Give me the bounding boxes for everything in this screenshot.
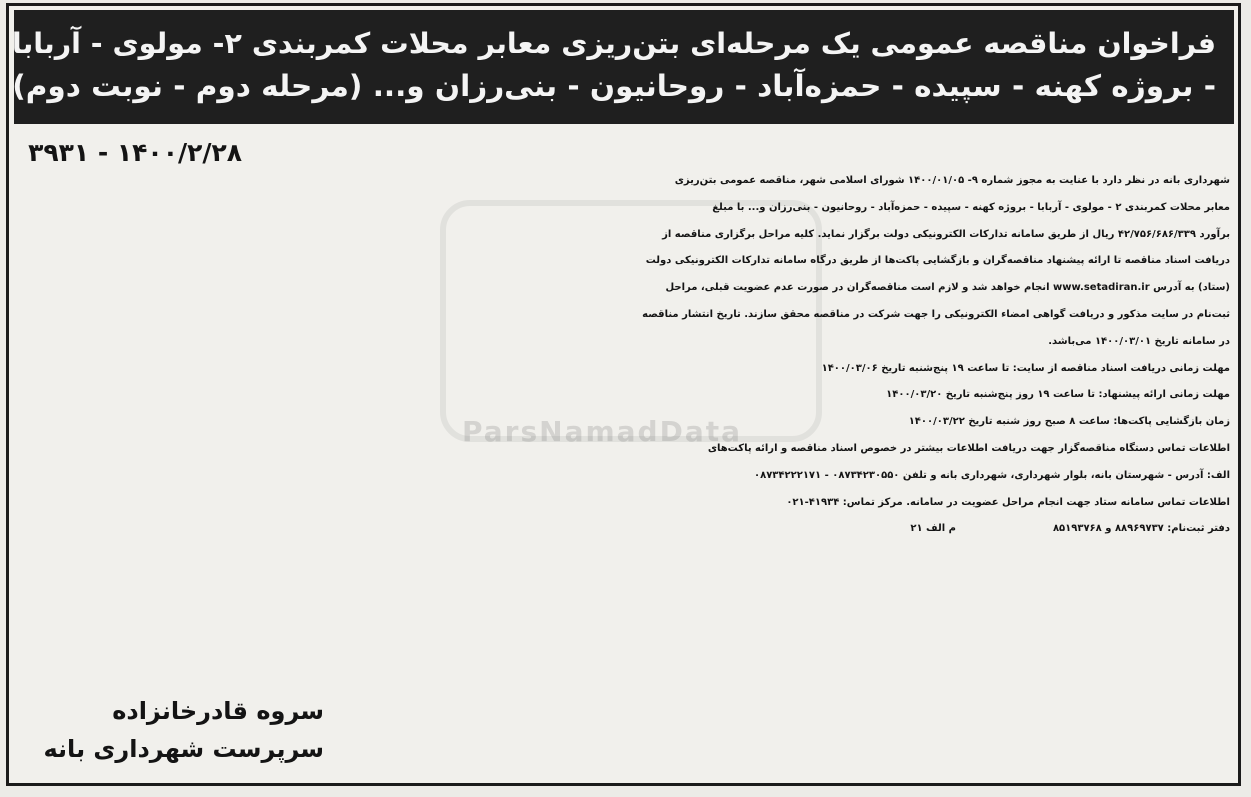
body-line: ثبت‌نام در سایت مذکور و دریافت گواهی امضاء الکترونیکی را جهت شرکت در مناقصه محقق سازند. تاریخ انتشار مناقصه (642, 308, 1230, 320)
title-line-1: فراخوان مناقصه عمومی یک مرحله‌ای بتن‌ریزی معابر محلات کمربندی ۲- مولوی - آربابا (11, 27, 1216, 60)
deadline-documents: مهلت زمانی دریافت اسناد مناقصه از سایت: تا ساعت ۱۹ پنج‌شنبه تاریخ ۱۴۰۰/۰۳/۰۶ (821, 362, 1230, 374)
address-phone: الف: آدرس - شهرستان بانه، بلوار شهرداری، شهرداری بانه و تلفن ۰۸۷۳۴۲۳۰۵۵۰ - ۰۸۷۳۴۲۲۲۱۷۱ (754, 469, 1230, 481)
notice-body (20, 168, 1230, 543)
body-line: شهرداری بانه در نظر دارد با عنایت به مجوز شماره ۹- ۱۴۰۰/۰۱/۰۵ شورای اسلامی شهر، مناقصه عمومی بتن‌ریزی (674, 175, 1230, 186)
body-line: معابر محلات کمربندی ۲ - مولوی - آربابا - بروژه کهنه - سپیده - حمزه‌آباد - روحانیون - بنی‌رزان و... با مبلغ (712, 201, 1230, 213)
url-suffix-text: انجام خواهد شد و لازم است مناقصه‌گران در صورت عدم عضویت قبلی، مراحل (665, 282, 1050, 294)
notice-code: م الف ۲۱ (910, 523, 956, 535)
opening-time: زمان بازگشایی پاکت‌ها: ساعت ۸ صبح روز شنبه تاریخ ۱۴۰۰/۰۳/۲۲ (908, 416, 1230, 428)
body-line: در سامانه تاریخ ۱۴۰۰/۰۳/۰۱ می‌باشد. (1048, 335, 1230, 347)
setad-contact: اطلاعات تماس سامانه ستاد جهت انجام مراحل عضویت در سامانه. مرکز تماس: ۴۱۹۳۴-۰۲۱ (786, 496, 1230, 508)
deadline-bids: مهلت زمانی ارائه پیشنهاد: تا ساعت ۱۹ روز پنج‌شنبه تاریخ ۱۴۰۰/۰۳/۲۰ (886, 389, 1230, 401)
signatory-role: سرپرست شهرداری بانه (43, 735, 324, 763)
watermark-text: ParsNamadData (462, 415, 742, 448)
signature-block (24, 692, 324, 768)
setad-url-link[interactable]: www.setadiran.ir (1052, 282, 1150, 294)
title-line-2: - بروژه کهنه - سپیده - حمزه‌آباد - روحانیون - بنی‌رزان و... (مرحله دوم - نوبت دوم) (12, 69, 1216, 103)
url-prefix-text: (ستاد) به آدرس (1153, 282, 1230, 294)
signatory-name: سروه قادرخانزاده (112, 697, 324, 725)
registration-phones: دفتر ثبت‌نام: ۸۸۹۶۹۷۳۷ و ۸۵۱۹۳۷۶۸ (1052, 523, 1230, 535)
contact-intro: اطلاعات تماس دستگاه مناقصه‌گزار جهت دریافت اطلاعات بیشتر در خصوص اسناد مناقصه و ارائه پاکت‌های (707, 442, 1230, 454)
body-line-url (20, 275, 1230, 302)
body-line: برآورد ۴۲/۷۵۶/۶۸۶/۳۳۹ ریال از طریق سامانه تدارکات الکترونیکی دولت برگزار نماید. کلیه مراحل برگزاری مناقصه از (662, 228, 1230, 240)
reference-number: ۳۹۳۱ - ۱۴۰۰/۲/۲۸ (28, 138, 242, 167)
registration-office (20, 516, 1230, 543)
body-line: دریافت اسناد مناقصه تا ارائه پیشنهاد مناقصه‌گران و بازگشایی پاکت‌ها از طریق درگاه سامانه تدارکات الکترونیکی دولت (645, 255, 1230, 267)
notice-title-banner (11, 10, 1234, 124)
